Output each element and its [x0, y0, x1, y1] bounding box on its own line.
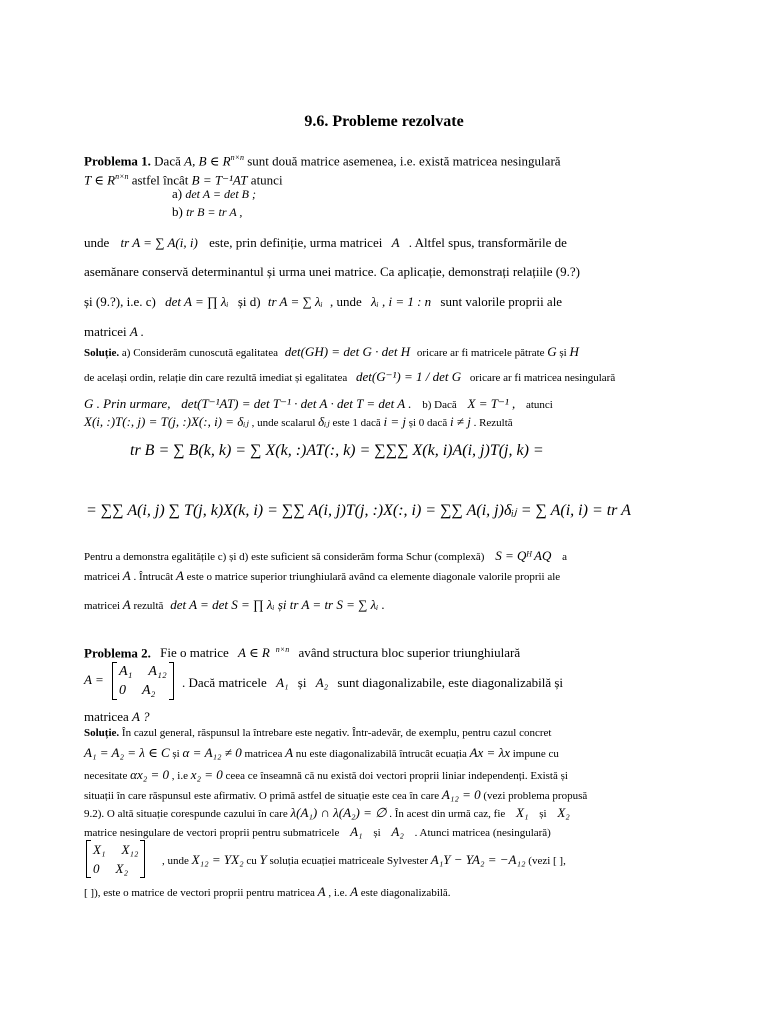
solution-2-line-6: matrice nesingulare de vectori proprii pentru submatricele A₁ și A₂ . Atunci matricea (nesingulară) [84, 824, 551, 839]
problem-1-label: Problema 1. [84, 153, 151, 169]
eigenvector-block-matrix: X₁ X₁₂ 0 X₂ [86, 840, 145, 878]
block-matrix-A: A₁ A₁₂ 0 A₂ [112, 662, 174, 700]
solution-2-line-2: A₁ = A₂ = λ ∈ C și α = A₁₂ ≠ 0 matricea A nu este diagonalizabilă întrucât ecuația Ax = λx impune cu [84, 745, 559, 760]
problem-2-line-2: . Dacă matricele A₁ și A₂ sunt diagonalizabile, este diagonalizabilă și [182, 675, 564, 690]
solution-2-line-4: situații în care răspunsul este afirmativ. O primă astfel de situație este cea în care A₁₂ = 0 (vezi problema propusă [84, 787, 588, 802]
problem-1-line-7: și (9.?), i.e. c) det A = ∏ λᵢ și d) tr A = ∑ λᵢ , unde λᵢ , i = 1 : n sunt valorile proprii ale [84, 294, 563, 309]
equation-trace-2: = ∑∑ A(i, j) ∑ T(j, k)X(k, i) = ∑∑ A(i, j)T(j, :)X(:, i) = ∑∑ A(i, j)δᵢⱼ = ∑ A(i, i) = tr A [86, 502, 631, 519]
solution-1-line-4: X(i, :)T(:, j) = T(j, :)X(:, i) = δᵢⱼ , unde scalarul δᵢⱼ este 1 dacă i = j și 0 dacă i ≠ j . Rezultă [84, 414, 513, 429]
problem-1-line-2: T ∈ $R^{n\times n}$ astfel încât B = T⁻¹AT atunci [84, 172, 283, 188]
problem-1-item-b: b) tr B = tr A , [172, 204, 243, 219]
solution-1-line-2: de același ordin, relație din care rezultă imediat și egalitatea det(G⁻¹) = 1 / det G oricare ar fi matricea nesingulară [84, 369, 616, 384]
equation-trace-1: tr B = ∑ B(k, k) = ∑ X(k, :)AT(:, k) = ∑∑∑ X(k, i)A(i, j)T(j, k) = [130, 442, 544, 459]
solution-1-line-8: matricei A rezultă det A = det S = ∏ λᵢ și tr A = tr S = ∑ λᵢ . [84, 597, 385, 612]
solution-1-line-1: Soluție. a) Considerăm cunoscută egalitatea det(GH) = det G · det H oricare ar fi matricele pătrate G și H [84, 344, 579, 359]
problem-2-label: Problema 2. [84, 645, 151, 661]
solution-1-line-7: matricei A . Întrucât A este o matrice superior triunghiulară având ca elemente diagonale valorile proprii ale [84, 568, 561, 583]
solution-1-line-3: G . Prin urmare, det(T⁻¹AT) = det T⁻¹ · det A · det T = det A . b) Dacă X = T⁻¹ , atunci [84, 396, 553, 411]
problem-1-item-a: a) det A = det B ; [172, 186, 256, 201]
section-title: 9.6. Probleme rezolvate [304, 113, 464, 130]
solution-1-line-6: Pentru a demonstra egalitățile c) și d) este suficient să considerăm forma Schur (complexă) S = Qᴴ AQ a [84, 548, 567, 563]
solution-2-line-8: [ ]), este o matrice de vectori proprii pentru matricea A , i.e. A este diagonalizabilă. [84, 884, 451, 899]
problem-1-line-1: Problema 1. Dacă A, B ∈ $R^{n\times n}$ sunt două matrice asemenea, i.e. există matricea nesingulară [84, 153, 561, 169]
problem-1-line-6: asemănare conservă determinantul și urma unei matrice. Ca aplicație, demonstrați relațiile (9.?) [84, 264, 580, 279]
problem-2-matrix-label: A = [84, 672, 104, 687]
solution-1-label: Soluție. [84, 347, 120, 359]
problem-2-line-1: Problema 2. Fie o matrice A ∈ R $^{n\times n}$ având structura bloc superior triunghiulară [84, 645, 521, 661]
solution-2-line-1: Soluție. În cazul general, răspunsul la întrebare este negativ. Într-adevăr, de exemplu, pentru cazul concret [84, 727, 552, 739]
solution-2-line-7: , unde X₁₂ = YX₂ cu Y soluția ecuației matriceale Sylvester A₁Y − YA₂ = −A₁₂ (vezi [ ], [162, 852, 566, 867]
solution-2-line-3: necesitate αx₂ = 0 , i.e x₂ = 0 ceea ce înseamnă că nu există doi vectori proprii liniar independenți. Există și [84, 767, 568, 782]
solution-2-line-5: 9.2). O altă situație corespunde cazului în care λ(A₁) ∩ λ(A₂) = ∅ . În acest din urmă caz, fie X₁ și X₂ [84, 805, 570, 820]
problem-1-line-5: unde tr A = ∑ A(i, i) este, prin definiție, urma matricei A . Altfel spus, transformările de [84, 235, 567, 250]
problem-1-line-8: matricei A . [84, 324, 145, 339]
solution-2-label: Soluție. [84, 727, 120, 739]
problem-2-line-3: matricea A ? [84, 709, 150, 724]
